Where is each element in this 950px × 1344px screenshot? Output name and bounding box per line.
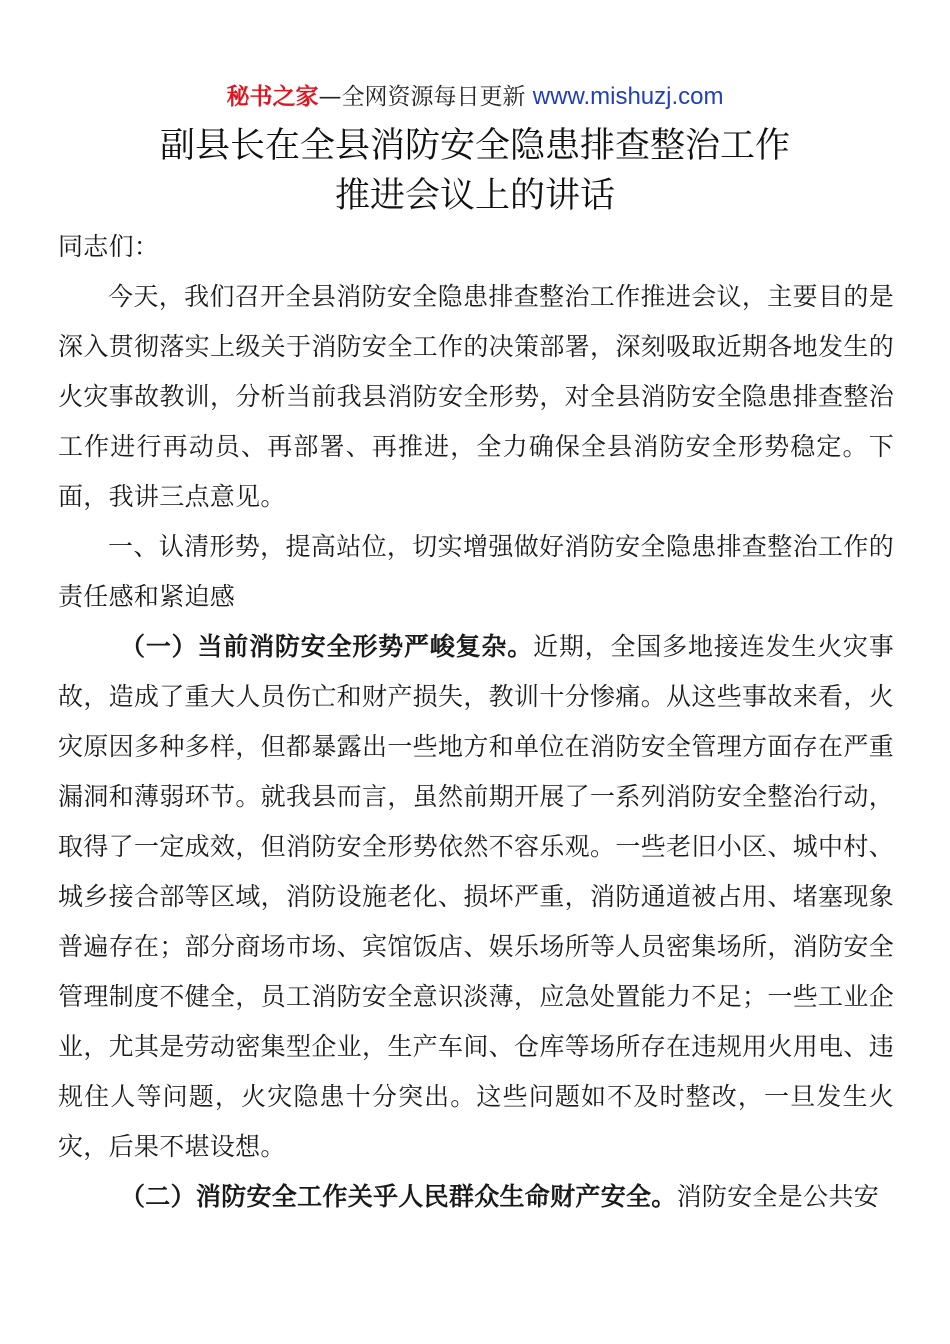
- brand-tagline: —全网资源每日更新: [318, 84, 526, 110]
- site-url[interactable]: www.mishuzj.com: [532, 83, 724, 110]
- subsection1-text: 近期，全国多地接连发生火灾事故，造成了重大人员伤亡和财产损失，教训十分惨痛。从这些事故来看，火灾原因多种多样，但都暴露出一些地方和单位在消防安全管理方面存在严重漏洞和薄弱环节。就我县而言，虽然前期开展了一系列消防安全整治行动，取得了一定成效，但消防安全形势依然不容乐观。一些老旧小区、城中村、城乡接合部等区域，消防设施老化、损坏严重，消防通道被占用、堵塞现象普遍存在；部分商场市场、宾馆饭店、娱乐场所等人员密集场所，消防安全管理制度不健全，员工消防安全意识淡薄，应急处置能力不足；一些工业企业，尤其是劳动密集型企业，生产车间、仓库等场所存在违规用火用电、违规住人等问题，火灾隐患十分突出。这些问题如不及时整改，一旦发生火灾，后果不堪设想。: [58, 632, 894, 1161]
- subsection2-paragraph: [58, 1172, 894, 1222]
- document-title-line1: 副县长在全县消防安全隐患排查整治工作: [159, 126, 790, 166]
- subsection2-text: 消防安全是公共安: [676, 1182, 880, 1211]
- watermark-header: [0, 82, 950, 112]
- intro-paragraph: 今天，我们召开全县消防安全隐患排查整治工作推进会议，主要目的是深入贯彻落实上级关于消防安全工作的决策部署，深刻吸取近期各地发生的火灾事故教训，分析当前我县消防安全形势，对全县消防安全隐患排查整治工作进行再动员、再部署、再推进，全力确保全县消防安全形势稳定。下面，我讲三点意见。: [58, 282, 894, 511]
- subsection2-heading: （二）消防安全工作关乎人民群众生命财产安全。: [120, 1182, 677, 1211]
- subsection1-paragraph: [58, 622, 894, 1172]
- document-body: [58, 222, 894, 1222]
- section1-heading: 一、认清形势，提高站位，切实增强做好消防安全隐患排查整治工作的责任感和紧迫感: [58, 532, 894, 611]
- subsection1-heading: （一）当前消防安全形势严峻复杂。: [120, 632, 534, 661]
- salutation: 同志们：: [58, 232, 160, 261]
- document-title-line2: 推进会议上的讲话: [334, 176, 615, 216]
- brand-name: 秘书之家: [226, 84, 319, 110]
